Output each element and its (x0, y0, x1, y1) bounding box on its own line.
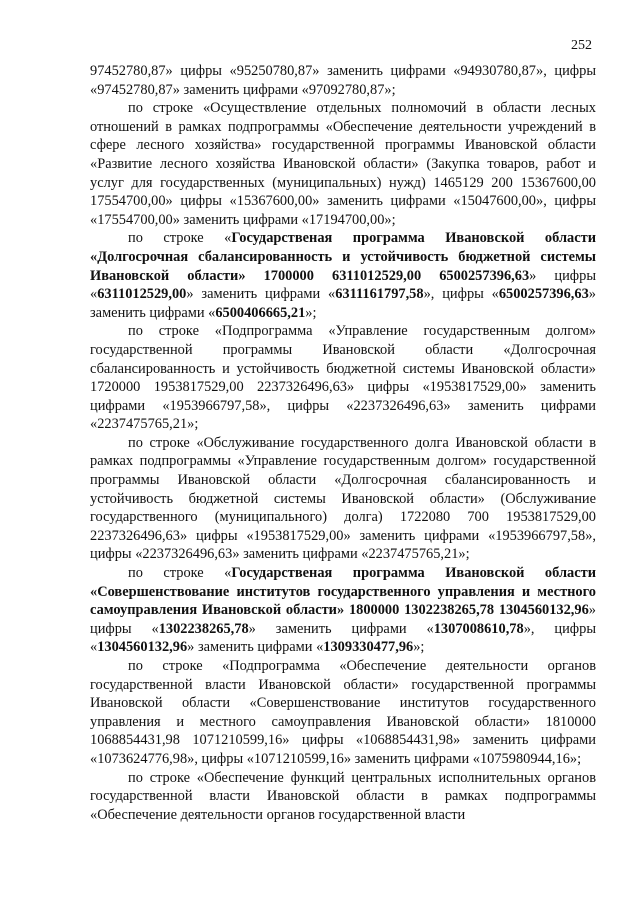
page-number: 252 (571, 38, 592, 53)
text-run: по строке « (128, 230, 232, 247)
text-run: по строке «Подпрограмма «Обеспечение деятельности органов государственной власти Ивановской области» государственной программы Ивановской области «Совершенствование институтов государственного управления и местного самоуправления Ивановской области» 1810000 1068854431,98 1071210599,16» цифры «1068854431,98» заменить цифрами «1073624776,98», цифры «1071210599,16» заменить цифрами «1075980944,16»; (90, 658, 596, 767)
paragraph (90, 229, 596, 322)
text-run: », цифры « (423, 286, 499, 303)
text-run: 97452780,87» цифры «95250780,87» заменить цифрами «94930780,87», цифры «97452780,87» заменить цифрами «97092780,87»; (90, 63, 596, 98)
text-run: » заменить цифрами « (90, 286, 596, 321)
bold-text-run: 6500257396,63 (498, 286, 589, 303)
paragraph (90, 99, 596, 229)
bold-text-run: 1307008610,78 (433, 620, 524, 637)
bold-text-run: 6311161797,58 (335, 286, 424, 303)
document-body (90, 62, 596, 824)
text-run: » цифры « (90, 602, 596, 637)
text-run: » цифры « (90, 267, 596, 303)
text-run: », цифры « (90, 620, 596, 656)
bold-text-run: Государственая программа Ивановской области «Совершенствование институтов государственного управления и местного самоуправления Ивановской области» 1800000 1302238265,78 1304560132,96 (90, 565, 596, 619)
text-run: » заменить цифрами « (186, 286, 336, 303)
bold-text-run: 6311012529,00 (97, 286, 187, 303)
text-run: »; (413, 639, 425, 656)
bold-text-run: 1304560132,96 (97, 639, 188, 656)
paragraph (90, 657, 596, 769)
text-run: по строке «Подпрограмма «Управление государственным долгом» государственной программы Ивановской области «Долгосрочная сбалансированность и устойчивость бюджетной системы Ивановской области» 1720000 1953817529,00 2237326496,63» цифры «1953817529,00» заменить цифрами «1953966797,58», цифры «2237326496,63» заменить цифрами «2237475765,21»; (90, 323, 596, 433)
text-run: по строке «Осуществление отдельных полномочий в области лесных отношений в рамках подпрограммы «Обеспечение деятельности учреждений в сфере лесного хозяйства» государственной программы Ивановской области «Развитие лесного хозяйства Ивановской области» (Закупка товаров, работ и услуг для государственных (муниципальных) нужд) 1465129 200 15367600,00 17554700,00» цифры «15367600,00» заменить цифрами «15047600,00», цифры «17554700,00» заменить цифрами «17194700,00»; (90, 100, 596, 228)
bold-text-run: 1302238265,78 (158, 620, 249, 637)
paragraph (90, 62, 596, 99)
paragraph (90, 434, 596, 564)
text-run: по строке «Обслуживание государственного долга Ивановской области в рамках подпрограммы «Управление государственным долгом» государственной программы Ивановской области «Долгосрочная сбалансированность и устойчивость бюджетной системы Ивановской области» (Обслуживание государственного (муниципального) долга) 1722080 700 1953817529,00 2237326496,63» цифры «1953817529,00» заменить цифрами «1953966797,58», цифры «2237326496,63» заменить цифрами «2237475765,21»; (90, 434, 596, 563)
paragraph (90, 322, 596, 434)
paragraph (90, 769, 596, 825)
text-run: по строке «Обеспечение функций центральных исполнительных органов государственной власти Ивановской области в рамках подпрограммы «Обеспечение деятельности органов государственной власти (90, 769, 596, 823)
text-run: »; (305, 304, 317, 321)
text-run: » заменить цифрами « (248, 620, 434, 637)
text-run: по строке « (128, 565, 232, 582)
bold-text-run: 1309330477,96 (323, 639, 414, 656)
bold-text-run: Государственая программа Ивановской области «Долгосрочная сбалансированность и устойчивость бюджетной системы Ивановской области» 1700000 6311012529,00 6500257396,63 (90, 230, 596, 284)
bold-text-run: 6500406665,21 (215, 304, 306, 321)
text-run: » заменить цифрами « (187, 639, 324, 656)
paragraph (90, 564, 596, 657)
